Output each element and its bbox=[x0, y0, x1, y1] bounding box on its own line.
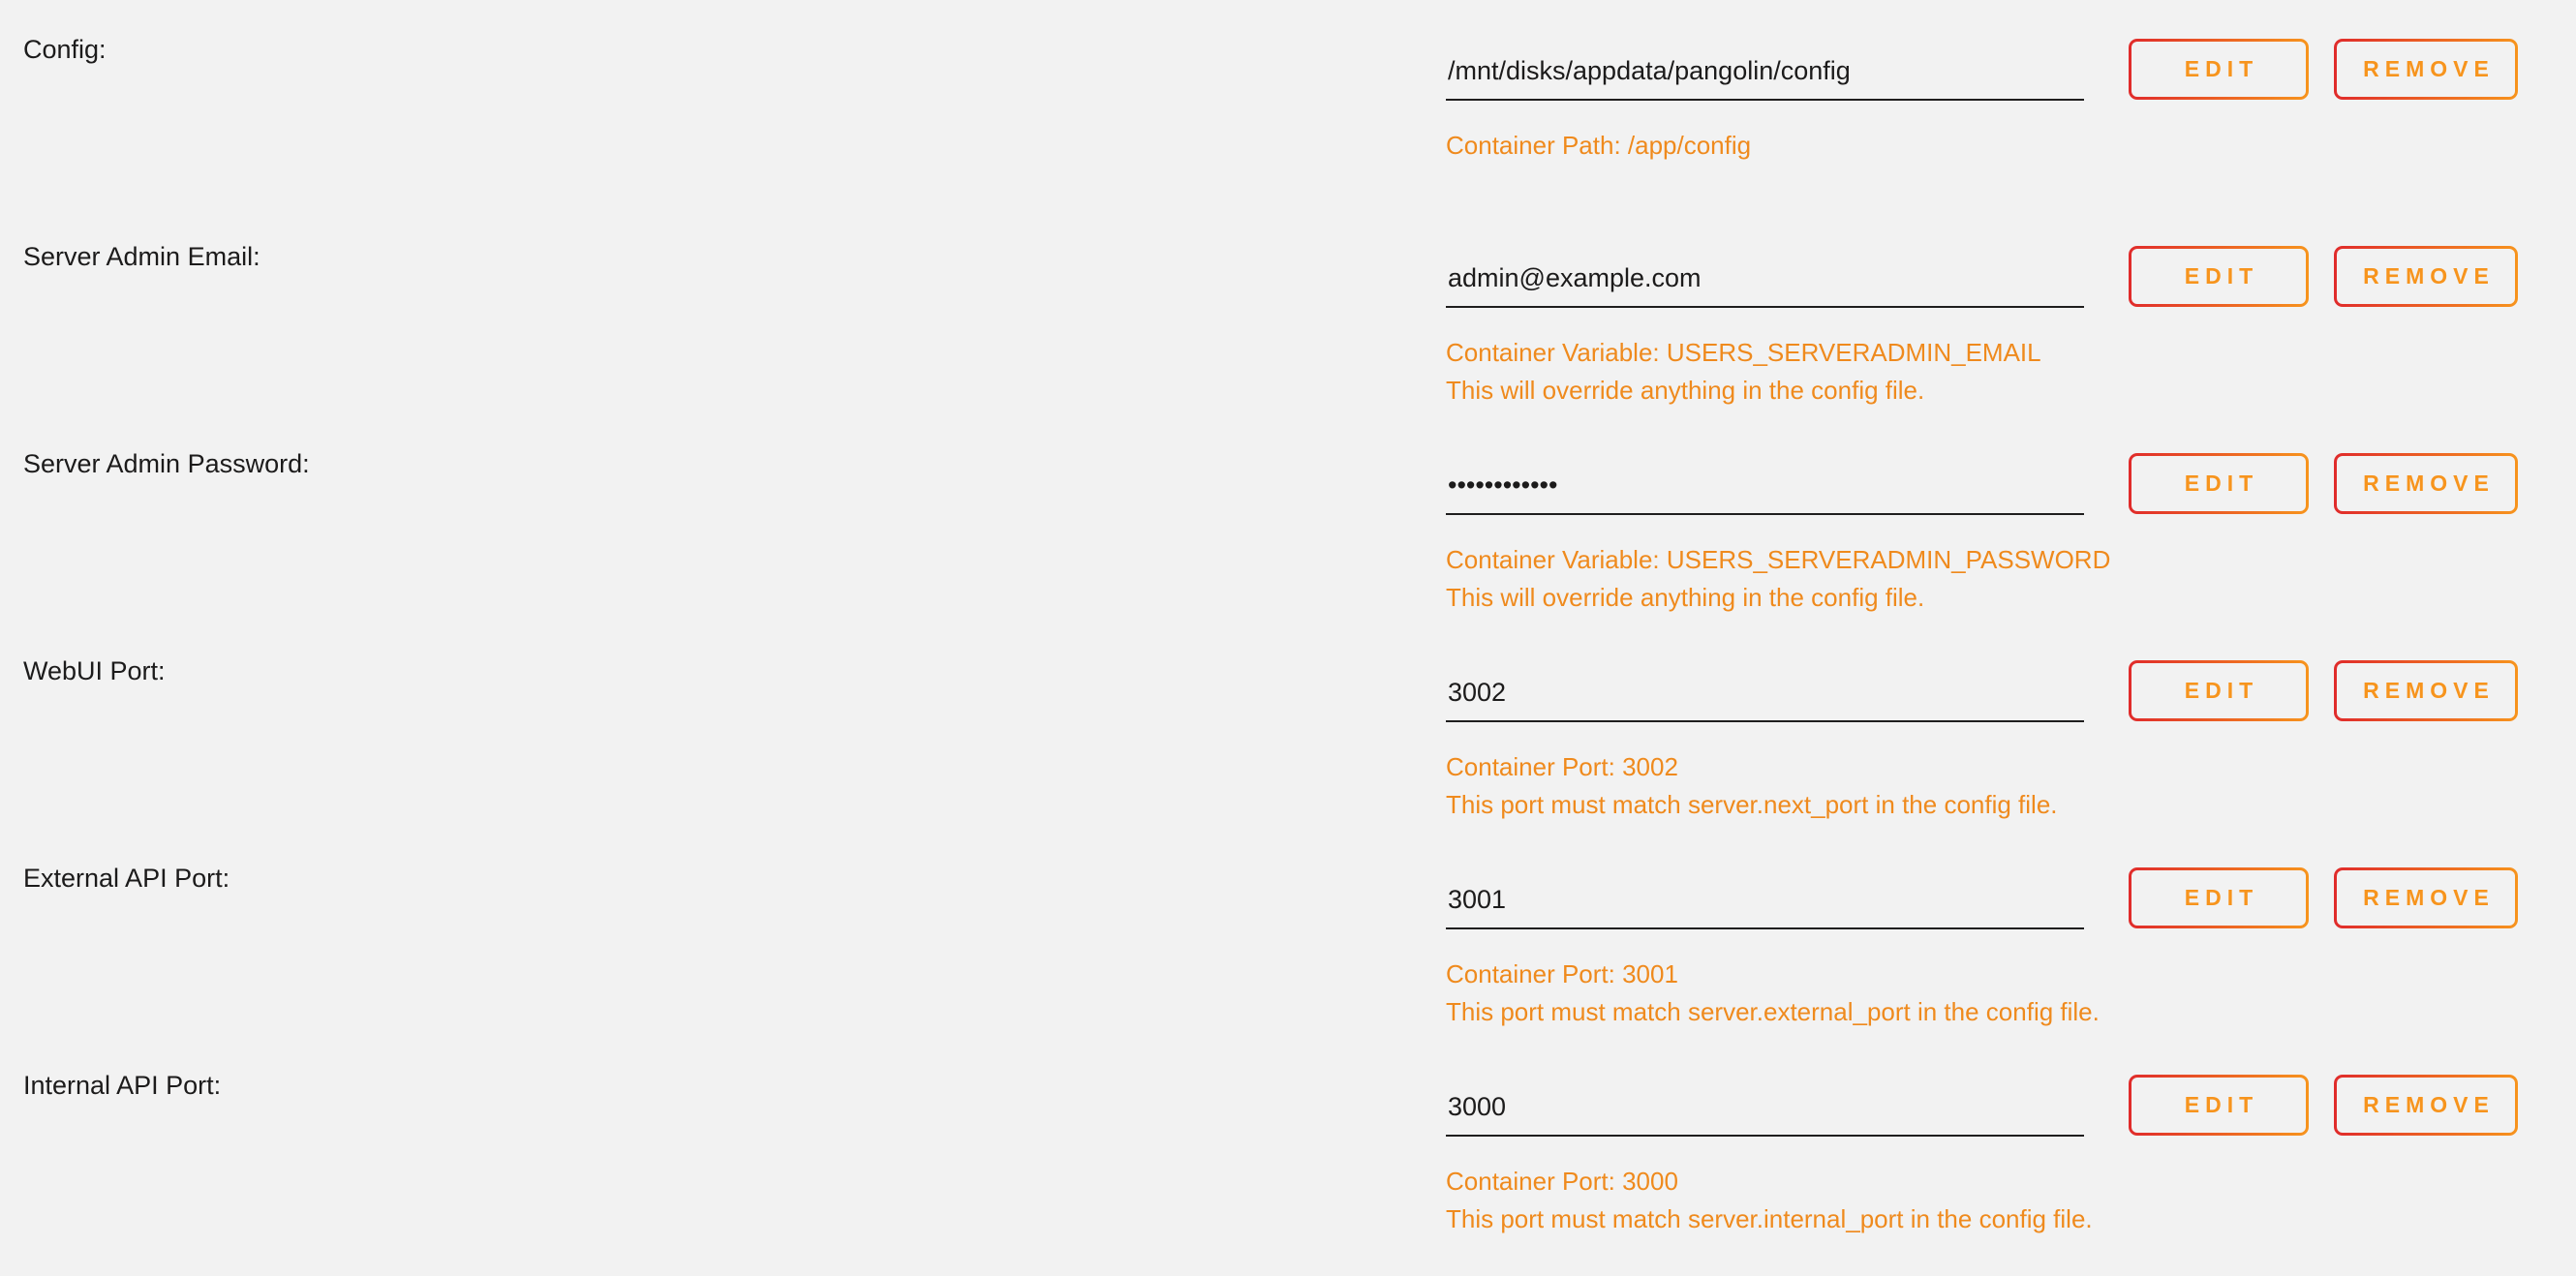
edit-button-label: EDIT bbox=[2131, 42, 2306, 97]
field-help bbox=[1446, 748, 2129, 824]
container-port-note: Container Port: 3002 bbox=[1446, 752, 1678, 781]
edit-button-label: EDIT bbox=[2131, 1078, 2306, 1133]
edit-button-label: EDIT bbox=[2131, 249, 2306, 304]
row-actions bbox=[2129, 39, 2576, 100]
container-variable-note: Container Variable: USERS_SERVERADMIN_PASSWORD bbox=[1446, 545, 2111, 574]
internal-api-port-input[interactable] bbox=[1446, 1092, 2084, 1137]
container-port-note: Container Port: 3000 bbox=[1446, 1167, 1678, 1196]
field-group bbox=[1446, 678, 2129, 824]
row-actions bbox=[2129, 867, 2576, 928]
row-actions bbox=[2129, 660, 2576, 721]
config-path-input[interactable] bbox=[1446, 56, 2084, 101]
edit-button[interactable] bbox=[2129, 453, 2309, 514]
override-note: This will override anything in the config file. bbox=[1446, 376, 1925, 405]
override-note: This will override anything in the config file. bbox=[1446, 583, 1925, 612]
field-row-external-api-port bbox=[23, 862, 2576, 1069]
remove-button-label: REMOVE bbox=[2337, 870, 2515, 926]
field-label: WebUI Port: bbox=[23, 656, 166, 685]
remove-button[interactable] bbox=[2334, 1075, 2518, 1136]
port-match-note: This port must match server.external_port in the config file. bbox=[1446, 997, 2100, 1026]
field-row-server-admin-email bbox=[23, 240, 2576, 447]
port-match-note: This port must match server.internal_port in the config file. bbox=[1446, 1204, 2093, 1233]
row-actions bbox=[2129, 1075, 2576, 1136]
remove-button-label: REMOVE bbox=[2337, 249, 2515, 304]
remove-button[interactable] bbox=[2334, 660, 2518, 721]
edit-button[interactable] bbox=[2129, 39, 2309, 100]
row-actions bbox=[2129, 246, 2576, 307]
external-api-port-input[interactable] bbox=[1446, 885, 2084, 929]
remove-button[interactable] bbox=[2334, 453, 2518, 514]
edit-button-label: EDIT bbox=[2131, 870, 2306, 926]
field-label: External API Port: bbox=[23, 864, 230, 893]
webui-port-input[interactable] bbox=[1446, 678, 2084, 722]
field-row-server-admin-password bbox=[23, 447, 2576, 654]
field-help bbox=[1446, 1163, 2129, 1238]
field-group bbox=[1446, 1092, 2129, 1238]
field-label: Internal API Port: bbox=[23, 1071, 222, 1100]
remove-button-label: REMOVE bbox=[2337, 42, 2515, 97]
field-row-config bbox=[23, 33, 2576, 240]
container-path-note: Container Path: /app/config bbox=[1446, 131, 1752, 160]
field-label: Server Admin Password: bbox=[23, 449, 310, 478]
field-row-internal-api-port bbox=[23, 1069, 2576, 1276]
field-help bbox=[1446, 956, 2129, 1031]
field-help bbox=[1446, 541, 2129, 617]
port-match-note: This port must match server.next_port in the config file. bbox=[1446, 790, 2058, 819]
field-label: Config: bbox=[23, 35, 107, 64]
remove-button[interactable] bbox=[2334, 867, 2518, 928]
remove-button-label: REMOVE bbox=[2337, 663, 2515, 718]
edit-button[interactable] bbox=[2129, 246, 2309, 307]
edit-button-label: EDIT bbox=[2131, 456, 2306, 511]
server-admin-password-input[interactable] bbox=[1446, 471, 2084, 515]
container-variable-note: Container Variable: USERS_SERVERADMIN_EMAIL bbox=[1446, 338, 2041, 367]
field-group bbox=[1446, 56, 2129, 165]
edit-button-label: EDIT bbox=[2131, 663, 2306, 718]
edit-button[interactable] bbox=[2129, 867, 2309, 928]
field-help bbox=[1446, 334, 2129, 410]
edit-button[interactable] bbox=[2129, 660, 2309, 721]
remove-button-label: REMOVE bbox=[2337, 456, 2515, 511]
remove-button-label: REMOVE bbox=[2337, 1078, 2515, 1133]
edit-button[interactable] bbox=[2129, 1075, 2309, 1136]
server-admin-email-input[interactable] bbox=[1446, 263, 2084, 308]
remove-button[interactable] bbox=[2334, 246, 2518, 307]
field-group bbox=[1446, 471, 2129, 617]
field-group bbox=[1446, 885, 2129, 1031]
field-group bbox=[1446, 263, 2129, 410]
row-actions bbox=[2129, 453, 2576, 514]
container-port-note: Container Port: 3001 bbox=[1446, 959, 1678, 988]
field-row-webui-port bbox=[23, 654, 2576, 862]
field-help bbox=[1446, 127, 2129, 165]
remove-button[interactable] bbox=[2334, 39, 2518, 100]
field-label: Server Admin Email: bbox=[23, 242, 261, 271]
